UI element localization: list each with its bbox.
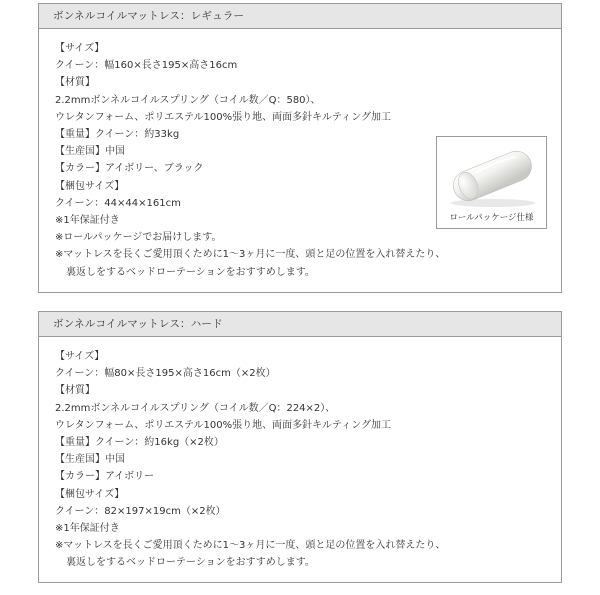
spec-line: ウレタンフォーム、ポリエステル100%張り地、両面多針キルティング加工 — [55, 111, 391, 123]
panel-title: ボンネルコイルマットレス：ハード — [39, 312, 561, 337]
spec-line: ※マットレスを長くご愛用頂くために1〜3ヶ月に一度、頭と足の位置を入れ替えたり、 — [55, 540, 446, 552]
product-photo — [436, 136, 547, 229]
spec-line: クイーン：幅160×長さ195×高さ16cm — [55, 60, 238, 72]
spec-line: 裏返しをするベッドローテーションをおすすめします。 — [66, 266, 315, 278]
spec-line: 【梱包サイズ】 — [55, 488, 125, 500]
spec-line: 【生産国】中国 — [55, 146, 125, 158]
rolled-mattress-image — [437, 137, 546, 211]
panel-title: ボンネルコイルマットレス：レギュラー — [39, 4, 561, 29]
spec-line: 【カラー】アイボリー、ブラック — [55, 163, 204, 175]
spec-line: 【サイズ】 — [55, 351, 105, 362]
spec-line: クイーン：82×197×19cm（×2枚） — [55, 505, 226, 517]
spec-line: 裏返しをするベッドローテーションをおすすめします。 — [66, 557, 315, 569]
spec-panel-hard — [38, 311, 562, 583]
spec-line: 【カラー】アイボリー — [55, 471, 155, 483]
spec-line: ※ロールパッケージでお届けします。 — [55, 232, 222, 244]
spec-line: クイーン：44×44×161cm — [55, 197, 181, 209]
spec-line: ※マットレスを長くご愛用頂くために1〜3ヶ月に一度、頭と足の位置を入れ替えたり、 — [55, 249, 446, 261]
photo-caption: ロールパッケージ仕様 — [449, 213, 534, 223]
spec-line: ※1年保証付き — [55, 215, 120, 227]
spec-line: 2.2mmボンネルコイルスプリング（コイル数／Q：224×2）、 — [55, 402, 336, 414]
spec-list — [55, 40, 445, 281]
spec-line: 【生産国】中国 — [55, 454, 125, 466]
spec-line: 【サイズ】 — [55, 43, 105, 54]
spec-line: 【材質】 — [55, 77, 95, 89]
spec-line: 2.2mmボンネルコイルスプリング（コイル数／Q：580）、 — [55, 94, 321, 106]
spec-line: クイーン：幅80×長さ195×高さ16cm（×2枚） — [55, 368, 276, 380]
spec-line: 【重量】クイーン：約16kg（×2枚） — [55, 437, 224, 449]
spec-list — [55, 348, 445, 572]
spec-line: ウレタンフォーム、ポリエステル100%張り地、両面多針キルティング加工 — [55, 419, 391, 431]
rolled-mattress-icon — [437, 137, 546, 211]
spec-line: 【材質】 — [55, 385, 95, 397]
spec-line: 【梱包サイズ】 — [55, 180, 125, 192]
spec-line: 【重量】クイーン：約33kg — [55, 129, 180, 141]
spec-panel-regular — [38, 3, 562, 293]
spec-line: ※1年保証付き — [55, 523, 120, 535]
